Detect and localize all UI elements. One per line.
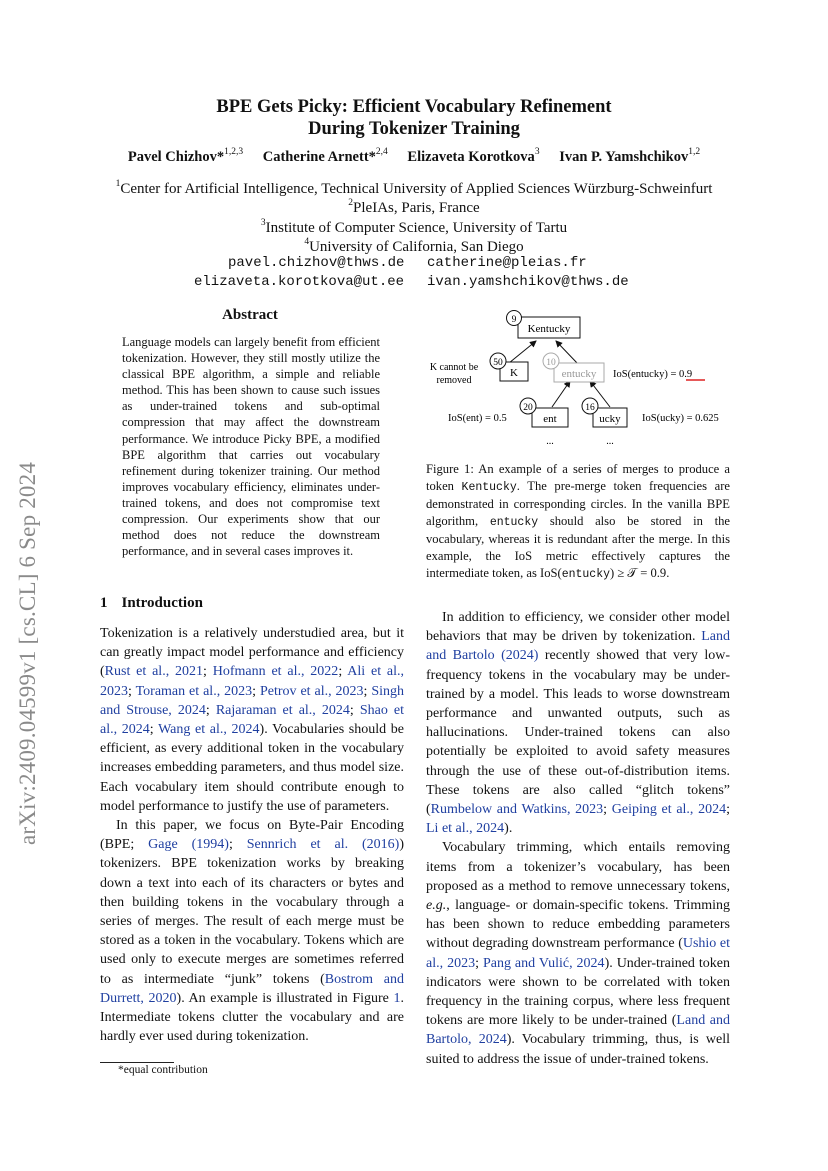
merge-edge [509, 341, 536, 363]
paragraph: In this paper, we focus on Byte-Pair Encoding (BPE; Gage (1994); Sennrich et al. (2016)) tokenizers. BPE tokenization works by breaking down a text into each of its characters or bytes and then building tokens in the vocabulary through a series of merges. The result of each merge must be stored as a token in the vocabulary. Tokens which are used only to execute merges are sometimes referred to as intermediate “junk” tokens (Bostrom and Durrett, 2020). An example is illustrated in Figure 1. Intermediate tokens clutter the vocabulary and are hardly ever used during tokenization. [100, 818, 404, 1045]
affil-text: Center for Artificial Intelligence, Technical University of Applied Sciences Würzburg-Schweinfurt [120, 181, 713, 197]
frequency-value: 16 [585, 403, 595, 413]
ios-value: 0.9 [679, 369, 693, 380]
left-column-body [100, 624, 404, 1046]
abstract-heading: Abstract [222, 307, 278, 323]
frequency-value: 10 [546, 358, 556, 368]
citation-link[interactable]: Rumbelow and Watkins, 2023 [430, 802, 604, 818]
citation-link[interactable]: Bostrom and Durrett, 2020 [100, 971, 404, 1006]
author-list [0, 148, 828, 166]
affil-text: PleIAs, Paris, France [353, 200, 480, 216]
paragraph: In addition to efficiency, we consider other model behaviors that may be driven by tokenization. Land and Bartolo (2024) recently showed that very low-frequency tokens in the vocabulary may be under-trained by a model. This leads to worse downstream performance and unwanted outputs, such as hallucinations. Under-trained tokens can also potentially be exploited to avoid safety measures through the use of these out-of-distribution items. These tokens are also called “glitch tokens” (Rumbelow and Watkins, 2023; Geiping et al., 2024; Li et al., 2024). [426, 610, 731, 837]
author-affil-sup: 2,4 [375, 147, 388, 157]
citation-link[interactable]: Wang et al., 2024 [158, 722, 260, 738]
caption-label: Figure 1: [426, 462, 474, 476]
caption-token: Kentucky [461, 480, 517, 494]
body-text: ) tokenizers. BPE tokenization works by breaking down a text into each of its characters or bytes and then building tokens in the vocabulary through a series of merges. The result of each merge must be stored as a token in the vocabulary. Tokens which are used only to execute merges are sometimes referred to as intermediate “junk” tokens ( [100, 837, 404, 987]
affil-text: University of California, San Diego [309, 239, 524, 255]
ios-ent-label: IoS(ent) = 0.5 [448, 413, 507, 424]
caption-token: entucky [561, 567, 611, 581]
figure-1-merge-tree [420, 308, 740, 454]
affil-text: Institute of Computer Science, University of Tartu [265, 220, 568, 236]
footnote-rule [100, 1062, 174, 1063]
section-heading-introduction [100, 595, 203, 612]
citation-link[interactable]: Pang and Vulić, 2024 [482, 955, 605, 971]
body-text: . Intermediate tokens clutter the vocabulary and are hardly ever used during tokenization. [100, 990, 404, 1045]
author-affil-sup: 1,2 [688, 147, 701, 157]
section-title: Introduction [121, 595, 203, 611]
email-link[interactable]: catherine@pleias.fr [427, 255, 587, 271]
figure-1-caption [426, 461, 730, 583]
abstract-text: Language models can largely benefit from efficient tokenization. However, they still mostly utilize the classical BPE algorithm, a simple and reliable method. This has been shown to cause such issues as under-trained tokens and sub-optimal compression that may affect the downstream performance. We introduce Picky BPE, a modified BPE algorithm that carries out vocabulary refinement during tokenizer training. Our method improves vocabulary efficiency, eliminates under-trained tokens, and does not compromise text compression. Our experiments show that our method does not reduce the downstream performance, and in several cases improves it. [122, 335, 380, 559]
citation-link[interactable]: Ali et al., 2023 [100, 664, 405, 699]
body-text: , language- or domain-specific tokens. Trimming has been shown to reduce embedding parameters without degrading downstream performance ( [426, 898, 730, 952]
author-name: Elizaveta Korotkova [407, 148, 535, 165]
figure-ref-link[interactable]: 1 [393, 990, 401, 1006]
citation-link[interactable]: Land and Bartolo, 2024 [426, 1013, 731, 1048]
email-link[interactable]: ivan.yamshchikov@thws.de [427, 274, 629, 290]
body-text: ). Under-trained token indicators were shown to be correlated with token frequency in the training corpus, where less frequent tokens are more likely to be under-trained ( [426, 955, 730, 1029]
caption-text: ) ≥ 𝒯 = 0.9. [610, 565, 670, 580]
citation-link[interactable]: Shao et al., 2024 [100, 702, 405, 738]
body-text: ). Vocabularies should be efficient, as every additional token in the vocabulary increases embedding parameters, and thus model size. Each vocabulary item should contribute enough to model performance to justify the use of parameters. [100, 722, 405, 814]
body-text: In addition to efficiency, we consider other model behaviors that may be driven by tokenization. [426, 610, 730, 645]
k-note: K cannot be [429, 362, 479, 373]
author-name: Ivan P. Yamshchikov [559, 148, 689, 165]
citation-link[interactable]: Li et al., 2024 [426, 821, 505, 837]
affiliation-4 [0, 234, 828, 258]
caption-text: should also be stored in the vocabulary, whereas it is redundant after the merge. In this example, the IoS metric effectively captures the intermediate token, as IoS( [426, 513, 730, 580]
section-number: 1 [100, 595, 108, 611]
citation-link[interactable]: Ushio et al., 2023 [426, 936, 730, 971]
paragraph: Vocabulary trimming, which entails removing items from a tokenizer’s vocabulary, has been proposed as a method to remove unnecessary tokens, e.g., language- or domain-specific tokens. Trimming has been shown to reduce embedding parameters without degrading downstream performance (Ushio et al., 2023; Pang and Vulić, 2024). Under-trained token indicators were shown to be correlated with token frequency in the training corpus, where less frequent tokens are more likely to be under-trained (Land and Bartolo, 2024). Vocabulary trimming, thus, is well suited to address the issue of under-trained tokens. [426, 840, 731, 1067]
frequency-value: 50 [493, 358, 503, 368]
ellipsis: ... [606, 436, 614, 447]
k-note: removed [436, 375, 472, 386]
token-label: Kentucky [527, 323, 571, 335]
merge-edge [552, 381, 570, 407]
citation-link[interactable]: Rajaraman et al., 2024 [215, 702, 350, 718]
paper-title-line-1: BPE Gets Picky: Efficient Vocabulary Refinement [216, 97, 612, 117]
caption-text: An example of a series of merges to produce a token [426, 462, 730, 493]
author-name: Catherine Arnett* [262, 148, 376, 165]
footnote: *equal contribution [118, 1064, 208, 1076]
body-text-italic: e.g. [426, 898, 447, 914]
token-label: ucky [599, 413, 621, 425]
ios-ucky-label: IoS(ucky) = 0.625 [642, 413, 719, 424]
affil-sup: 2 [348, 198, 354, 208]
affil-sup: 4 [304, 237, 310, 247]
paragraph: Tokenization is a relatively understudied area, but it can greatly impact model performance and efficiency (Rust et al., 2021; Hofmann et al., 2022; Ali et al., 2023; Toraman et al., 2023; Petrov et al., 2023; Singh and Strouse, 2024; Rajaraman et al., 2024; Shao et al., 2024; Wang et al., 2024). Vocabularies should be efficient, as every additional token in the vocabulary increases embedding parameters, and thus model size. Each vocabulary item should contribute enough to model performance to justify the use of parameters. [100, 626, 405, 814]
body-text: ). Vocabulary trimming, thus, is well suited to address the issue of under-trained tokens. [426, 1032, 730, 1067]
ellipsis: ... [546, 436, 554, 447]
citation-link[interactable]: Land and Bartolo (2024) [426, 629, 730, 664]
token-label: entucky [561, 368, 597, 380]
frequency-value: 20 [523, 403, 533, 413]
citation-link[interactable]: Singh and Strouse, 2024 [100, 683, 405, 718]
author-name: Pavel Chizhov* [127, 148, 225, 165]
author-affil-sup: 3 [534, 147, 540, 157]
arxiv-side-label: arXiv:2409.04599v1 [cs.CL] 6 Sep 2024 [15, 461, 40, 845]
citation-link[interactable]: Geiping et al., 2024 [611, 802, 727, 818]
affil-sup: 3 [260, 218, 266, 228]
token-label: ent [543, 413, 557, 425]
body-text: Tokenization is a relatively understudied area, but it can greatly impact model performance and efficiency ( [100, 626, 404, 680]
body-text: recently showed that very low-frequency tokens in the vocabulary may be under-trained by a model. This leads to worse downstream performance and unwanted outputs, such as hallucinations. Under-trained tokens can also potentially be exploited to avoid safety measures through the use of these out-of-distribution items. These tokens are also called “glitch tokens” ( [426, 648, 731, 818]
frequency-value: 9 [511, 315, 517, 325]
citation-link[interactable]: Hofmann et al., 2022 [212, 664, 339, 680]
affil-sup: 1 [115, 179, 121, 189]
email-link[interactable]: pavel.chizhov@thws.de [228, 255, 405, 271]
right-column-body [426, 608, 730, 1069]
caption-text: . The pre-merge token frequencies are demonstrated in corresponding circles. In the vanilla BPE algorithm, [426, 478, 730, 528]
caption-token: entucky [489, 515, 539, 529]
citation-link[interactable]: Sennrich et al. (2016) [246, 837, 400, 853]
citation-link[interactable]: Petrov et al., 2023 [259, 683, 364, 699]
body-text: ). [504, 821, 513, 837]
paper-title-line-2: During Tokenizer Training [308, 119, 520, 139]
body-text: ). An example is illustrated in Figure [176, 990, 394, 1006]
citation-link[interactable]: Rust et al., 2021 [104, 664, 204, 680]
citation-link[interactable]: Gage (1994) [148, 837, 229, 853]
body-text: In this paper, we focus on Byte-Pair Encoding (BPE; [100, 818, 404, 853]
ios-prefix: IoS(entucky) = [613, 369, 679, 380]
body-text: Vocabulary trimming, which entails removing items from a tokenizer’s vocabulary, has been proposed as a method to remove unnecessary tokens, [426, 840, 730, 894]
author-affil-sup: 1,2,3 [224, 147, 244, 157]
ios-entucky-label [613, 369, 692, 380]
citation-link[interactable]: Toraman et al., 2023 [135, 683, 253, 699]
email-link[interactable]: elizaveta.korotkova@ut.ee [194, 274, 405, 290]
token-label: K [510, 367, 518, 379]
